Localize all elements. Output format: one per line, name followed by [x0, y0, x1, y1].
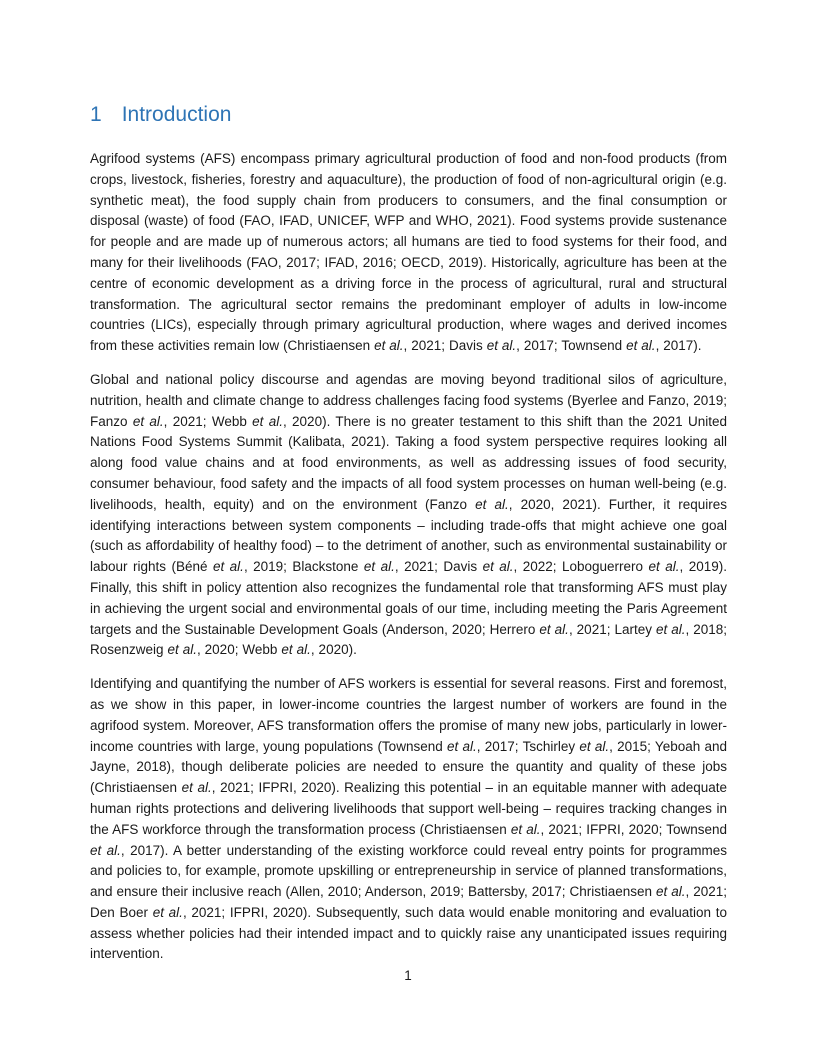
section-heading: [90, 101, 727, 128]
section-number: 1: [90, 103, 102, 126]
paragraph-1: Agrifood systems (AFS) encompass primary agricultural production of food and non-food products (from crops, livestock, fisheries, forestry and aquaculture), the production of food of non-agricultural origin (e.g. synthetic meat), the food supply chain from producers to consumers, and the final consumption or disposal (waste) of food (FAO, IFAD, UNICEF, WFP and WHO, 2021). Food systems provide sustenance for people and are made up of numerous actors; all humans are tied to food systems for their food, and many for their livelihoods (FAO, 2017; IFAD, 2016; OECD, 2019). Historically, agriculture has been at the centre of economic development as a driving force in the process of agricultural, rural and structural transformation. The agricultural sector remains the predominant employer of adults in low-income countries (LICs), especially through primary agricultural production, where wages and derived incomes from these activities remain low (Christiaensen et al., 2021; Davis et al., 2017; Townsend et al., 2017).: [90, 151, 727, 354]
page-content: [90, 0, 727, 978]
section-title: Introduction: [121, 103, 232, 126]
paragraph-3: Identifying and quantifying the number of AFS workers is essential for several reasons. First and foremost, as we show in this paper, in lower-income countries the largest number of workers are found in the agrifood system. Moreover, AFS transformation offers the promise of many new jobs, particularly in lower-income countries with large, young populations (Townsend et al., 2017; Tschirley et al., 2015; Yeboah and Jayne, 2018), though deliberate policies are needed to ensure the quantity and quality of these jobs (Christiaensen et al., 2021; IFPRI, 2020). Realizing this potential – in an equitable manner with adequate human rights protections and delivering livelihoods that support well-being – requires tracking changes in the AFS workforce through the transformation process (Christiaensen et al., 2021; IFPRI, 2020; Townsend et al., 2017). A better understanding of the existing workforce could reveal entry points for programmes and policies to, for example, promote upskilling or entrepreneurship in service of planned transformations, and ensure their inclusive reach (Allen, 2010; Anderson, 2019; Battersby, 2017; Christiaensen et al., 2021; Den Boer et al., 2021; IFPRI, 2020). Subsequently, such data would enable monitoring and evaluation to assess whether policies had their intended impact and to quickly raise any unanticipated issues requiring intervention.: [90, 676, 728, 962]
paragraph-2: Global and national policy discourse and agendas are moving beyond traditional silos of agriculture, nutrition, health and climate change to address challenges facing food systems (Byerlee and Fanzo, 2019; Fanzo et al., 2021; Webb et al., 2020). There is no greater testament to this shift than the 2021 United Nations Food Systems Summit (Kalibata, 2021). Taking a food system perspective requires looking all along food value chains and at food environments, as well as addressing issues of food security, consumer behaviour, food safety and the impacts of all food system processes on human well-being (e.g. livelihoods, health, equity) and on the environment (Fanzo et al., 2020, 2021). Further, it requires identifying interactions between system components – including trade-offs that might achieve one goal (such as affordability of healthy food) – to the detriment of another, such as environmental sustainability or labour rights (Béné et al., 2019; Blackstone et al., 2021; Davis et al., 2022; Loboguerrero et al., 2019). Finally, this shift in policy attention also recognizes the fundamental role that transforming AFS must play in achieving the urgent social and environmental goals of our time, including meeting the Paris Agreement targets and the Sustainable Development Goals (Anderson, 2020; Herrero et al., 2021; Lartey et al., 2018; Rosenzweig et al., 2020; Webb et al., 2020).: [90, 371, 728, 658]
page-number: 1: [404, 968, 412, 983]
